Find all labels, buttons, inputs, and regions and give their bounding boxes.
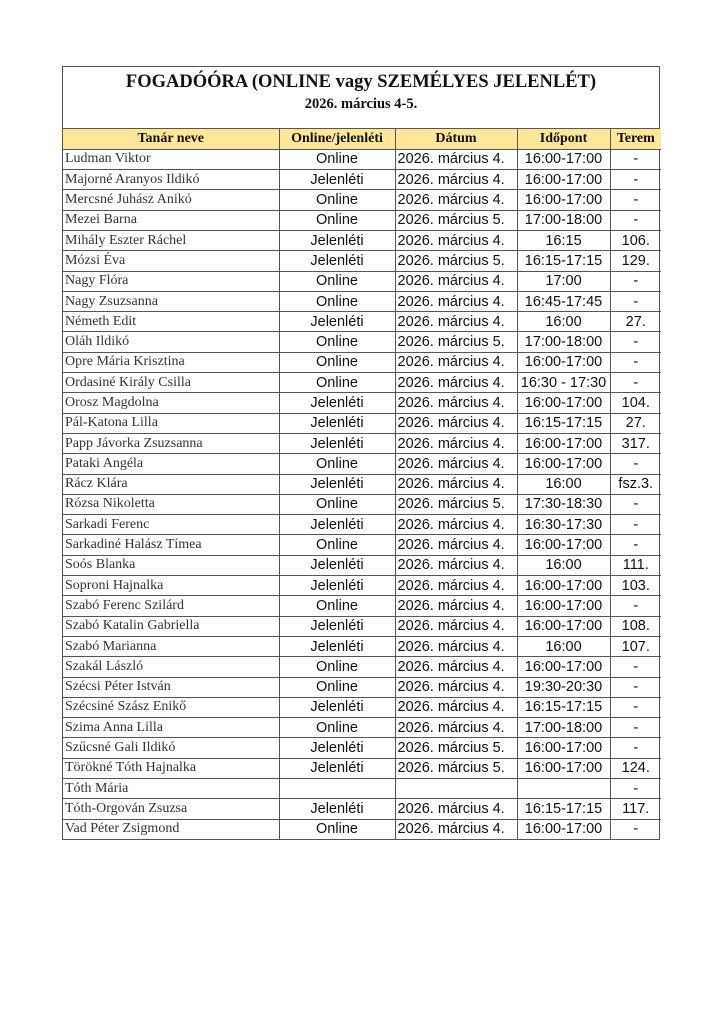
cell-date: 2026. március 4. (395, 291, 517, 311)
cell-teacher-name: Opre Mária Krisztina (63, 352, 279, 372)
cell-teacher-name: Pataki Angéla (63, 454, 279, 474)
cell-teacher-name: Rózsa Nikoletta (63, 494, 279, 514)
cell-date (395, 779, 517, 799)
cell-mode: Online (279, 454, 395, 474)
cell-room: - (610, 454, 661, 474)
table-row (63, 677, 661, 697)
cell-date: 2026. március 4. (395, 474, 517, 494)
cell-mode: Online (279, 677, 395, 697)
cell-mode: Jelenléti (279, 393, 395, 413)
cell-teacher-name: Sarkadiné Halász Tímea (63, 535, 279, 555)
cell-room: - (610, 819, 661, 839)
cell-time: 16:00 (517, 474, 610, 494)
schedule-sheet (62, 66, 660, 840)
table-row (63, 636, 661, 656)
cell-time: 16:15-17:15 (517, 251, 610, 271)
cell-teacher-name: Szakál László (63, 657, 279, 677)
cell-date: 2026. március 4. (395, 718, 517, 738)
cell-mode: Online (279, 657, 395, 677)
cell-room: 129. (610, 251, 661, 271)
cell-teacher-name: Soproni Hajnalka (63, 576, 279, 596)
cell-time: 16:15 (517, 230, 610, 250)
cell-mode: Online (279, 332, 395, 352)
cell-date: 2026. március 4. (395, 799, 517, 819)
cell-time: 17:00 (517, 271, 610, 291)
cell-room: - (610, 210, 661, 230)
header-room: Terem (610, 129, 661, 149)
cell-teacher-name: Nagy Flóra (63, 271, 279, 291)
cell-room: - (610, 779, 661, 799)
table-row (63, 758, 661, 778)
table-row (63, 413, 661, 433)
cell-date: 2026. március 5. (395, 210, 517, 230)
cell-date: 2026. március 5. (395, 494, 517, 514)
table-row (63, 170, 661, 190)
table-row (63, 697, 661, 717)
cell-time: 16:15-17:15 (517, 413, 610, 433)
cell-mode: Jelenléti (279, 758, 395, 778)
cell-time: 16:30 - 17:30 (517, 373, 610, 393)
cell-room: 27. (610, 413, 661, 433)
cell-time: 16:00-17:00 (517, 352, 610, 372)
title-box (63, 67, 659, 129)
header-mode: Online/jelenléti (279, 129, 395, 149)
cell-date: 2026. március 5. (395, 758, 517, 778)
cell-time: 16:00-17:00 (517, 454, 610, 474)
table-row (63, 555, 661, 575)
table-row (63, 576, 661, 596)
document-title: FOGADÓÓRA (ONLINE vagy SZEMÉLYES JELENLÉT) (125, 72, 597, 92)
cell-mode: Online (279, 352, 395, 372)
cell-date: 2026. március 5. (395, 332, 517, 352)
cell-room: 107. (610, 636, 661, 656)
cell-mode: Online (279, 718, 395, 738)
cell-teacher-name: Mihály Eszter Ráchel (63, 230, 279, 250)
cell-teacher-name: Tóth-Orgován Zsuzsa (63, 799, 279, 819)
cell-teacher-name: Majorné Aranyos Ildikó (63, 170, 279, 190)
cell-room: - (610, 291, 661, 311)
cell-room: 103. (610, 576, 661, 596)
cell-room: 317. (610, 433, 661, 453)
header-row (63, 129, 661, 149)
table-row (63, 271, 661, 291)
cell-date: 2026. március 4. (395, 819, 517, 839)
cell-time: 16:00-17:00 (517, 393, 610, 413)
cell-date: 2026. március 4. (395, 352, 517, 372)
cell-mode: Online (279, 190, 395, 210)
table-row (63, 738, 661, 758)
table-row (63, 352, 661, 372)
table-row (63, 190, 661, 210)
cell-room: 117. (610, 799, 661, 819)
cell-time: 16:00 (517, 636, 610, 656)
cell-teacher-name: Ordasiné Király Csilla (63, 373, 279, 393)
cell-teacher-name: Oláh Ildikó (63, 332, 279, 352)
cell-time: 16:00-17:00 (517, 596, 610, 616)
table-row (63, 454, 661, 474)
table-row (63, 332, 661, 352)
cell-date: 2026. március 4. (395, 576, 517, 596)
cell-room: 106. (610, 230, 661, 250)
cell-mode: Online (279, 819, 395, 839)
cell-teacher-name: Mercsné Juhász Anikó (63, 190, 279, 210)
cell-time: 17:30-18:30 (517, 494, 610, 514)
cell-time: 16:15-17:15 (517, 697, 610, 717)
cell-mode: Jelenléti (279, 697, 395, 717)
cell-time: 16:00-17:00 (517, 149, 610, 169)
cell-mode: Online (279, 271, 395, 291)
cell-mode: Online (279, 373, 395, 393)
cell-time: 16:00-17:00 (517, 758, 610, 778)
table-row (63, 657, 661, 677)
cell-time: 16:00 (517, 555, 610, 575)
table-row (63, 230, 661, 250)
cell-room: 108. (610, 616, 661, 636)
cell-mode: Jelenléti (279, 474, 395, 494)
cell-room: - (610, 494, 661, 514)
table-row (63, 312, 661, 332)
cell-time: 16:30-17:30 (517, 515, 610, 535)
cell-teacher-name: Szima Anna Lilla (63, 718, 279, 738)
cell-teacher-name: Szabó Marianna (63, 636, 279, 656)
cell-teacher-name: Soós Blanka (63, 555, 279, 575)
cell-mode: Jelenléti (279, 515, 395, 535)
table-row (63, 393, 661, 413)
cell-time: 17:00-18:00 (517, 332, 610, 352)
cell-time: 19:30-20:30 (517, 677, 610, 697)
cell-time: 16:00-17:00 (517, 433, 610, 453)
cell-room: 27. (610, 312, 661, 332)
cell-teacher-name: Mózsi Éva (63, 251, 279, 271)
cell-date: 2026. március 4. (395, 373, 517, 393)
cell-teacher-name: Németh Edit (63, 312, 279, 332)
cell-mode: Online (279, 149, 395, 169)
cell-time: 16:15-17:15 (517, 799, 610, 819)
cell-mode: Jelenléti (279, 312, 395, 332)
cell-room: - (610, 332, 661, 352)
cell-date: 2026. március 4. (395, 271, 517, 291)
cell-room: - (610, 170, 661, 190)
cell-mode: Jelenléti (279, 251, 395, 271)
cell-time: 16:45-17:45 (517, 291, 610, 311)
cell-room: - (610, 596, 661, 616)
cell-mode: Jelenléti (279, 738, 395, 758)
cell-mode: Online (279, 494, 395, 514)
cell-room: - (610, 190, 661, 210)
cell-room: - (610, 718, 661, 738)
cell-date: 2026. március 4. (395, 170, 517, 190)
table-row (63, 819, 661, 839)
cell-room: - (610, 149, 661, 169)
table-row (63, 535, 661, 555)
document-subtitle: 2026. március 4-5. (304, 96, 418, 112)
cell-teacher-name: Szécsi Péter István (63, 677, 279, 697)
cell-mode: Jelenléti (279, 230, 395, 250)
cell-date: 2026. március 4. (395, 697, 517, 717)
cell-mode: Jelenléti (279, 433, 395, 453)
cell-date: 2026. március 4. (395, 657, 517, 677)
table-row (63, 373, 661, 393)
cell-date: 2026. március 4. (395, 677, 517, 697)
table-row (63, 433, 661, 453)
table-row (63, 515, 661, 535)
cell-room: 124. (610, 758, 661, 778)
cell-room: - (610, 657, 661, 677)
cell-teacher-name: Papp Jávorka Zsuzsanna (63, 433, 279, 453)
cell-mode: Jelenléti (279, 170, 395, 190)
table-row (63, 251, 661, 271)
cell-room: - (610, 373, 661, 393)
cell-time: 16:00-17:00 (517, 738, 610, 758)
cell-time: 16:00-17:00 (517, 616, 610, 636)
cell-mode: Online (279, 291, 395, 311)
cell-teacher-name: Mezei Barna (63, 210, 279, 230)
cell-date: 2026. március 4. (395, 312, 517, 332)
table-body (63, 149, 661, 839)
table-row (63, 799, 661, 819)
table-row (63, 596, 661, 616)
cell-time: 16:00-17:00 (517, 657, 610, 677)
cell-room: fsz.3. (610, 474, 661, 494)
cell-teacher-name: Nagy Zsuzsanna (63, 291, 279, 311)
cell-teacher-name: Szabó Katalin Gabriella (63, 616, 279, 636)
cell-mode: Jelenléti (279, 636, 395, 656)
table-row (63, 779, 661, 799)
cell-time (517, 779, 610, 799)
cell-mode: Jelenléti (279, 413, 395, 433)
cell-date: 2026. március 4. (395, 515, 517, 535)
cell-teacher-name: Pál-Katona Lilla (63, 413, 279, 433)
cell-time: 17:00-18:00 (517, 210, 610, 230)
cell-mode (279, 779, 395, 799)
cell-room: - (610, 738, 661, 758)
cell-teacher-name: Tóth Mária (63, 779, 279, 799)
cell-date: 2026. március 4. (395, 535, 517, 555)
cell-mode: Jelenléti (279, 576, 395, 596)
cell-mode: Jelenléti (279, 555, 395, 575)
cell-date: 2026. március 4. (395, 433, 517, 453)
cell-mode: Jelenléti (279, 799, 395, 819)
cell-date: 2026. március 4. (395, 454, 517, 474)
cell-date: 2026. március 4. (395, 413, 517, 433)
cell-teacher-name: Sarkadi Ferenc (63, 515, 279, 535)
cell-date: 2026. március 4. (395, 149, 517, 169)
cell-room: 104. (610, 393, 661, 413)
cell-teacher-name: Szécsiné Szász Enikő (63, 697, 279, 717)
schedule-table (63, 129, 661, 839)
cell-time: 16:00-17:00 (517, 190, 610, 210)
table-row (63, 494, 661, 514)
cell-teacher-name: Rácz Klára (63, 474, 279, 494)
table-row (63, 210, 661, 230)
cell-date: 2026. március 4. (395, 190, 517, 210)
cell-date: 2026. március 5. (395, 738, 517, 758)
cell-time: 16:00-17:00 (517, 170, 610, 190)
table-row (63, 718, 661, 738)
header-teacher-name: Tanár neve (63, 129, 279, 149)
cell-mode: Online (279, 596, 395, 616)
cell-teacher-name: Szűcsné Gali Ildikó (63, 738, 279, 758)
cell-time: 17:00-18:00 (517, 718, 610, 738)
cell-mode: Online (279, 210, 395, 230)
cell-date: 2026. március 4. (395, 596, 517, 616)
table-row (63, 474, 661, 494)
cell-mode: Jelenléti (279, 616, 395, 636)
cell-teacher-name: Orosz Magdolna (63, 393, 279, 413)
cell-room: - (610, 352, 661, 372)
cell-room: - (610, 535, 661, 555)
cell-date: 2026. március 4. (395, 393, 517, 413)
cell-time: 16:00-17:00 (517, 576, 610, 596)
table-row (63, 291, 661, 311)
cell-date: 2026. március 4. (395, 616, 517, 636)
cell-teacher-name: Ludman Viktor (63, 149, 279, 169)
cell-date: 2026. március 4. (395, 230, 517, 250)
cell-room: 111. (610, 555, 661, 575)
cell-mode: Online (279, 535, 395, 555)
table-row (63, 149, 661, 169)
cell-teacher-name: Törökné Tóth Hajnalka (63, 758, 279, 778)
header-date: Dátum (395, 129, 517, 149)
cell-date: 2026. március 4. (395, 636, 517, 656)
table-row (63, 616, 661, 636)
cell-room: - (610, 677, 661, 697)
cell-date: 2026. március 5. (395, 251, 517, 271)
cell-time: 16:00-17:00 (517, 819, 610, 839)
cell-teacher-name: Szabó Ferenc Szilárd (63, 596, 279, 616)
cell-room: - (610, 697, 661, 717)
cell-time: 16:00 (517, 312, 610, 332)
cell-room: - (610, 515, 661, 535)
cell-date: 2026. március 4. (395, 555, 517, 575)
header-time: Időpont (517, 129, 610, 149)
cell-teacher-name: Vad Péter Zsigmond (63, 819, 279, 839)
cell-time: 16:00-17:00 (517, 535, 610, 555)
cell-room: - (610, 271, 661, 291)
